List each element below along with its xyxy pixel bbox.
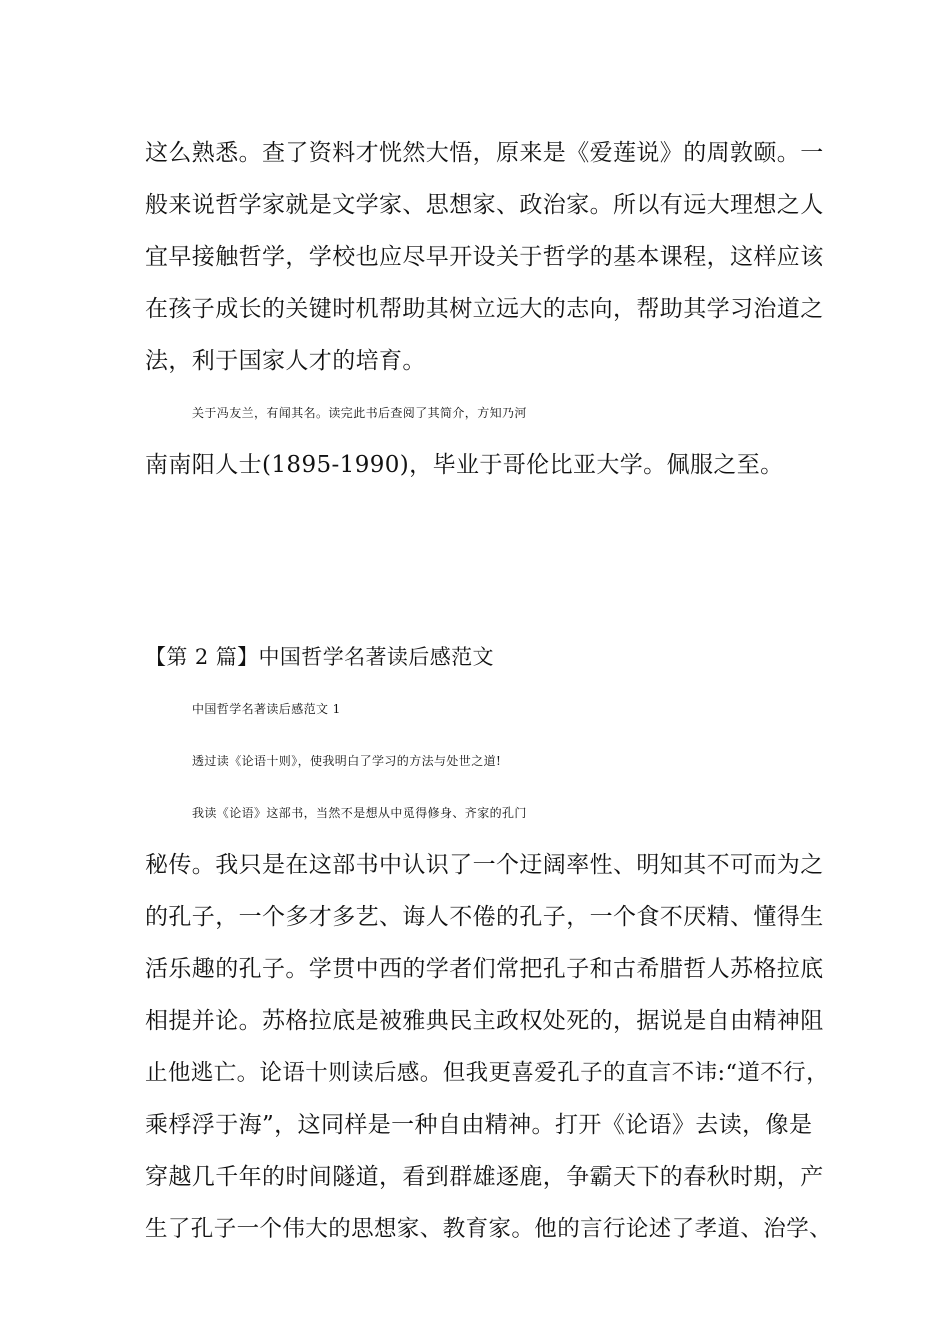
section-heading: 【第 2 篇】中国哲学名著读后感范文 (145, 645, 494, 669)
section-subtitle: 中国哲学名著读后感范文 1 (192, 702, 341, 716)
paragraph-line: 我读《论语》这部书，当然不是想从中觅得修身、齐家的孔门 (192, 806, 527, 820)
paragraph-line: 这么熟悉。查了资料才恍然大悟，原来是《爱莲说》的周敦颐。一 (145, 140, 824, 166)
paragraph-line: 活乐趣的孔子。学贯中西的学者们常把孔子和古希腊哲人苏格拉底 (145, 956, 824, 982)
paragraph-line: 穿越几千年的时间隧道，看到群雄逐鹿，争霸天下的春秋时期，产 (145, 1164, 824, 1190)
paragraph-line: 宜早接触哲学，学校也应尽早开设关于哲学的基本课程，这样应该 (145, 244, 824, 270)
paragraph-line: 透过读《论语十则》，使我明白了学习的方法与处世之道! (192, 754, 502, 768)
paragraph-line: 在孩子成长的关键时机帮助其树立远大的志向，帮助其学习治道之 (145, 296, 824, 322)
paragraph-line: 南南阳人士(1895-1990)，毕业于哥伦比亚大学。佩服之至。 (145, 452, 784, 478)
paragraph-line: 生了孔子一个伟大的思想家、教育家。他的言行论述了孝道、治学、 (145, 1216, 833, 1242)
paragraph-line: 的孔子，一个多才多艺、诲人不倦的孔子，一个食不厌精、懂得生 (145, 904, 824, 930)
paragraph-line: 般来说哲学家就是文学家、思想家、政治家。所以有远大理想之人 (145, 192, 824, 218)
paragraph-line: 关于冯友兰，有闻其名。读完此书后查阅了其简介，方知乃河 (192, 406, 527, 420)
paragraph-line: 止他逃亡。论语十则读后感。但我更喜爱孔子的直言不讳:“道不行， (145, 1060, 829, 1086)
paragraph-line: 法，利于国家人才的培育。 (145, 348, 426, 374)
paragraph-line: 乘桴浮于海”，这同样是一种自由精神。打开《论语》去读，像是 (145, 1112, 813, 1138)
paragraph-line: 相提并论。苏格拉底是被雅典民主政权处死的，据说是自由精神阻 (145, 1008, 824, 1034)
paragraph-line: 秘传。我只是在这部书中认识了一个迂阔率性、明知其不可而为之 (145, 852, 824, 878)
